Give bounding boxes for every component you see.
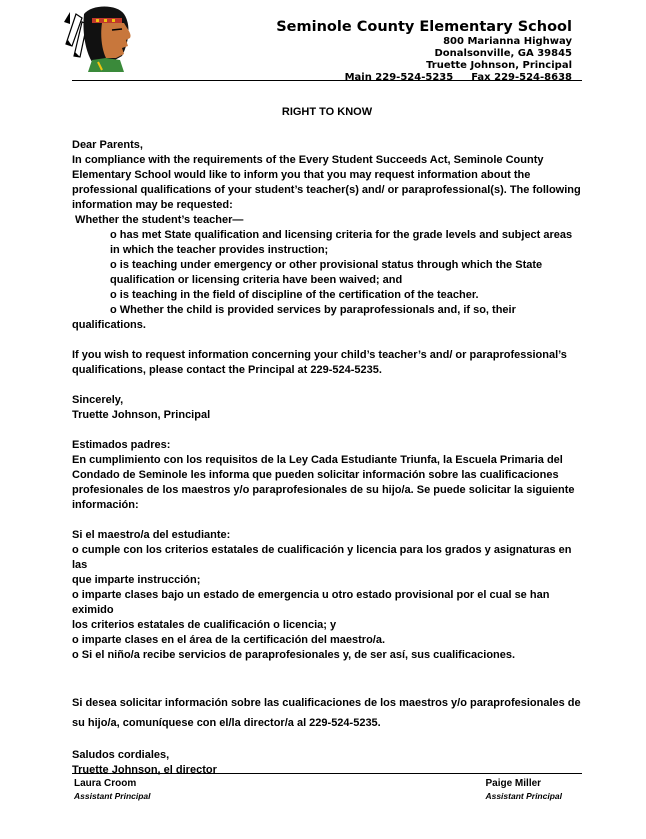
address-line-1: 800 Marianna Highway (443, 36, 572, 47)
spanish-si-maestro: Si el maestro/a del estudiante: (72, 529, 231, 541)
bullet-4b: qualifications. (72, 319, 146, 331)
english-greeting: Dear Parents, (72, 139, 143, 151)
address-line-2: Donalsonville, GA 39845 (434, 48, 572, 59)
left-title: Assistant Principal (74, 791, 151, 801)
page-title: RIGHT TO KNOW (281, 106, 373, 118)
spanish-intro-1: En cumplimiento con los requisitos de la Ley Cada Estudiante Triunfa, la Escuela Primaria del (72, 454, 563, 466)
spanish-intro-2: Condado de Seminole les informa que pueden solicitar información sobre las cualificaciones (72, 469, 559, 481)
phone-line (276, 72, 572, 84)
spanish-section (72, 438, 582, 778)
principal-line: Truette Johnson, Principal (426, 60, 572, 71)
school-logo (62, 4, 138, 72)
english-section (72, 138, 582, 423)
footer-divider (72, 773, 582, 774)
spanish-closing: Saludos cordiales, (72, 749, 170, 761)
right-title: Assistant Principal (485, 791, 562, 801)
spanish-request-1: Si desea solicitar información sobre las cualificaciones de los maestros y/o paraprofesionales de (72, 697, 581, 709)
spanish-item-5: o imparte clases en el área de la certificación del maestro/a. (72, 634, 386, 646)
spanish-greeting: Estimados padres: (72, 439, 171, 451)
spanish-request-2: su hijo/a, comuníquese con el/la director/a al 229-524-5235. (72, 717, 381, 729)
spanish-item-4: los criterios estatales de cualificación o licencia; y (72, 619, 337, 631)
footer-right-signature (485, 778, 562, 802)
spanish-item-1: o cumple con los criterios estatales de cualificación y licencia para los grados y asignaturas en las (72, 544, 572, 571)
english-request-2: qualifications, please contact the Principal at 229-524-5235. (72, 364, 382, 376)
footer-left-signature (74, 778, 151, 802)
english-closing: Sincerely, (72, 394, 124, 406)
whether-teacher: Whether the student’s teacher— (72, 214, 244, 226)
left-name: Laura Croom (74, 778, 137, 789)
bullet-2b: qualification or licensing criteria have been waived; and (110, 274, 403, 286)
school-header (276, 19, 572, 84)
right-name: Paige Miller (485, 778, 542, 789)
bullet-1a: o has met State qualification and licensing criteria for the grade levels and subject areas (110, 229, 573, 241)
english-intro-2: Elementary School would like to inform you that you may request information about the (72, 169, 531, 181)
english-intro-1: In compliance with the requirements of the Every Student Succeeds Act, Seminole County (72, 154, 544, 166)
letter-body (72, 105, 582, 778)
bullet-3: o is teaching in the field of discipline of the certification of the teacher. (110, 289, 479, 301)
spanish-item-2: que imparte instrucción; (72, 574, 201, 586)
english-intro-4: information may be requested: (72, 199, 233, 211)
school-name: Seminole County Elementary School (276, 19, 572, 35)
spanish-signer: Truette Johnson, el director (72, 764, 217, 776)
english-intro-3: professional qualifications of your student’s teacher(s) and/ or paraprofessional(s). The following (72, 184, 581, 196)
bullet-2a: o is teaching under emergency or other provisional status through which the State (110, 259, 543, 271)
spanish-item-3: o imparte clases bajo un estado de emergencia u otro estado provisional por el cual se han eximido (72, 589, 550, 616)
main-phone: Main 229-524-5235 (344, 72, 454, 83)
bullet-4a: o Whether the child is provided services by paraprofessionals and, if so, their (110, 304, 516, 316)
english-signer: Truette Johnson, Principal (72, 409, 211, 421)
english-request-1: If you wish to request information concerning your child’s teacher’s and/ or paraprofessional’s (72, 349, 567, 361)
fax-number: Fax 229-524-8638 (471, 72, 572, 83)
bullet-1b: in which the teacher provides instruction; (110, 244, 329, 256)
header-divider (72, 80, 582, 81)
spanish-item-6: o Si el niño/a recibe servicios de paraprofesionales y, de ser así, sus cualificaciones. (72, 649, 516, 661)
spanish-intro-3: profesionales de los maestros y/o paraprofesionales de su hijo/a. Se puede solicitar la siguiente (72, 484, 575, 496)
spanish-intro-4: información: (72, 499, 139, 511)
